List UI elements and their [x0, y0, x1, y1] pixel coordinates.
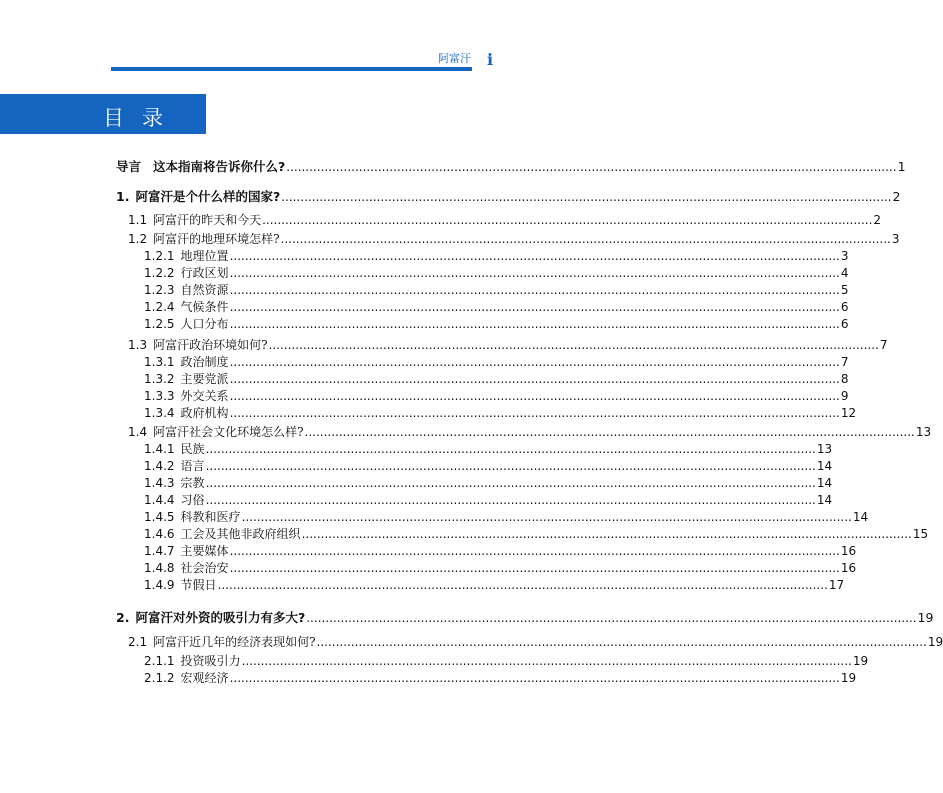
toc-entry-page: 14: [852, 510, 869, 524]
toc-entry-leader: ................................................................................................................................................................: [301, 527, 912, 541]
toc-entry-number: 1.3.1: [144, 355, 175, 369]
toc-entry-number: 1.3: [128, 338, 148, 352]
toc-entry[interactable]: [144, 509, 869, 526]
toc-entry-leader: ................................................................................................................................................................: [229, 283, 840, 297]
toc-entry-number: 1.2.1: [144, 249, 175, 263]
toc-entry-leader: ................................................................................................................................................................: [281, 190, 892, 204]
toc-entry-number: 1.4.3: [144, 476, 175, 490]
toc-entry-number: 1.2.2: [144, 266, 175, 280]
toc-entry[interactable]: [144, 492, 833, 509]
toc-entry[interactable]: [144, 371, 849, 388]
toc-heading: 目录: [103, 106, 181, 130]
toc-entry-leader: ................................................................................................................................................................: [205, 459, 816, 473]
toc-entry-page: 4: [840, 266, 849, 280]
toc-entry-label: 阿富汗是个什么样的国家?: [135, 189, 281, 204]
toc-entry-number: 1.: [116, 189, 130, 204]
toc-entry-leader: ................................................................................................................................................................: [229, 372, 840, 386]
toc-entry-page: 14: [816, 459, 833, 473]
toc-entry[interactable]: [144, 299, 849, 316]
toc-entry-leader: ................................................................................................................................................................: [229, 355, 840, 369]
toc-entry-page: 2: [892, 189, 901, 204]
toc-entry-label: 政府机构: [180, 406, 229, 420]
toc-entry[interactable]: [144, 670, 857, 687]
toc-entry-page: 7: [879, 338, 888, 352]
toc-entry-number: 1.4.4: [144, 493, 175, 507]
toc-entry-label: 社会治安: [180, 561, 229, 575]
toc-entry-label: 宏观经济: [180, 671, 229, 685]
toc-entry-number: 2.1.2: [144, 671, 175, 685]
toc-entry-number: 1.4.5: [144, 510, 175, 524]
toc-entry-page: 1: [897, 159, 906, 174]
toc-entry-page: 12: [840, 406, 857, 420]
toc-entry-number: 1.4.6: [144, 527, 175, 541]
toc-entry-page: 8: [840, 372, 849, 386]
toc-entry-leader: ................................................................................................................................................................: [229, 266, 840, 280]
toc-entry-page: 13: [915, 425, 932, 439]
toc-entry[interactable]: [128, 212, 882, 229]
toc-entry-label: 工会及其他非政府组织: [180, 527, 301, 541]
toc-entry[interactable]: [144, 560, 857, 577]
toc-entry-leader: ................................................................................................................................................................: [306, 611, 917, 625]
toc-entry[interactable]: [144, 577, 845, 594]
toc-entry-number: 2.: [116, 610, 130, 625]
toc-entry-label: 自然资源: [180, 283, 229, 297]
toc-entry-number: 1.3.2: [144, 372, 175, 386]
toc-entry-leader: ................................................................................................................................................................: [316, 635, 927, 649]
toc-entry-label: 习俗: [180, 493, 205, 507]
toc-entry-leader: ................................................................................................................................................................: [229, 389, 840, 403]
toc-entry-number: 导言: [116, 159, 142, 174]
toc-entry-number: 1.4: [128, 425, 148, 439]
toc-entry-number: 1.2.5: [144, 317, 175, 331]
toc-entry-leader: ................................................................................................................................................................: [229, 300, 840, 314]
toc-entry-leader: ................................................................................................................................................................: [241, 654, 852, 668]
toc-entry[interactable]: [144, 458, 833, 475]
toc-entry[interactable]: [116, 158, 906, 175]
toc-entry-page: 14: [816, 493, 833, 507]
toc-entry-page: 19: [927, 635, 943, 649]
toc-entry-leader: ................................................................................................................................................................: [205, 442, 816, 456]
toc-entry-number: 1.4.7: [144, 544, 175, 558]
toc-entry[interactable]: [144, 405, 857, 422]
toc-entry[interactable]: [144, 653, 869, 670]
toc-entry-label: 气候条件: [180, 300, 229, 314]
toc-entry-label: 阿富汗的地理环境怎样?: [153, 232, 280, 246]
toc-entry-label: 投资吸引力: [180, 654, 241, 668]
toc-entry[interactable]: [128, 634, 943, 651]
toc-entry[interactable]: [144, 388, 849, 405]
toc-entry-page: 17: [828, 578, 845, 592]
toc-entry-label: 阿富汗政治环境如何?: [153, 338, 268, 352]
toc-entry-number: 1.3.4: [144, 406, 175, 420]
toc-entry-label: 宗教: [180, 476, 205, 490]
toc-entry[interactable]: [116, 188, 901, 205]
toc-entry-page: 15: [912, 527, 929, 541]
toc-entry[interactable]: [128, 424, 932, 441]
toc-entry-page: 19: [917, 610, 934, 625]
toc-entry-number: 1.4.9: [144, 578, 175, 592]
toc-entry-leader: ................................................................................................................................................................: [241, 510, 852, 524]
toc-entry-page: 19: [840, 671, 857, 685]
toc-entry-label: 外交关系: [180, 389, 229, 403]
toc-entry-page: 7: [840, 355, 849, 369]
toc-entry-label: 主要媒体: [180, 544, 229, 558]
toc-entry[interactable]: [128, 231, 900, 248]
toc-entry[interactable]: [144, 475, 833, 492]
toc-entry[interactable]: [144, 248, 849, 265]
toc-entry-label: 阿富汗社会文化环境怎么样?: [153, 425, 304, 439]
toc-entry-page: 6: [840, 300, 849, 314]
toc-entry-leader: ................................................................................................................................................................: [286, 160, 897, 174]
toc-entry-label: 阿富汗对外资的吸引力有多大?: [135, 610, 306, 625]
toc-entry-number: 1.4.2: [144, 459, 175, 473]
toc-entry[interactable]: [144, 441, 833, 458]
toc-entry-number: 1.3.3: [144, 389, 175, 403]
toc-entry[interactable]: [144, 354, 849, 371]
toc-entry[interactable]: [144, 526, 929, 543]
toc-entry-leader: ................................................................................................................................................................: [217, 578, 828, 592]
toc-entry-leader: ................................................................................................................................................................: [229, 317, 840, 331]
toc-entry[interactable]: [144, 316, 849, 333]
toc-entry-label: 主要党派: [180, 372, 229, 386]
toc-entry-label: 节假日: [180, 578, 217, 592]
header-page-number: i: [487, 50, 494, 69]
toc-entry-label: 行政区划: [180, 266, 229, 280]
toc-entry-page: 2: [873, 213, 882, 227]
toc-entry-page: 5: [840, 283, 849, 297]
toc-entry-page: 3: [891, 232, 900, 246]
toc-entry-leader: ................................................................................................................................................................: [229, 249, 840, 263]
toc-entry-page: 16: [840, 544, 857, 558]
toc-entry-number: 1.2.4: [144, 300, 175, 314]
toc-entry-page: 6: [840, 317, 849, 331]
toc-entry[interactable]: [116, 609, 934, 626]
toc-entry-number: 1.4.1: [144, 442, 175, 456]
toc-entry-page: 9: [840, 389, 849, 403]
toc-entry-leader: ................................................................................................................................................................: [229, 544, 840, 558]
toc-entry[interactable]: [128, 337, 888, 354]
toc-entry-number: 1.4.8: [144, 561, 175, 575]
toc-entry-leader: ................................................................................................................................................................: [205, 493, 816, 507]
toc-entry-label: 科教和医疗: [180, 510, 241, 524]
toc-entry-label: 政治制度: [180, 355, 229, 369]
toc-entry-leader: ................................................................................................................................................................: [268, 338, 879, 352]
toc-entry-page: 13: [816, 442, 833, 456]
toc-entry-number: 1.1: [128, 213, 148, 227]
toc-entry-label: 语言: [180, 459, 205, 473]
toc-entry[interactable]: [144, 543, 857, 560]
toc-entry-number: 1.2: [128, 232, 148, 246]
toc-entry-number: 2.1.1: [144, 654, 175, 668]
toc-entry-leader: ................................................................................................................................................................: [229, 671, 840, 685]
toc-entry[interactable]: [144, 265, 849, 282]
toc-entry-page: 3: [840, 249, 849, 263]
toc-entry-label: 阿富汗的昨天和今天: [153, 213, 262, 227]
toc-entry-label: 民族: [180, 442, 205, 456]
toc-entry-label: 阿富汗近几年的经济表现如何?: [153, 635, 316, 649]
toc-entry-leader: ................................................................................................................................................................: [205, 476, 816, 490]
toc-entry-page: 16: [840, 561, 857, 575]
toc-entry-page: 14: [816, 476, 833, 490]
toc-entry-label: 人口分布: [180, 317, 229, 331]
toc-entry-label: 这本指南将告诉你什么?: [153, 159, 286, 174]
toc-entry-leader: ................................................................................................................................................................: [280, 232, 891, 246]
toc-entry-page: 19: [852, 654, 869, 668]
header-title: 阿富汗: [438, 52, 471, 65]
header-rule: [111, 67, 472, 71]
toc-entry-number: 2.1: [128, 635, 148, 649]
toc-entry[interactable]: [144, 282, 849, 299]
toc-entry-leader: ................................................................................................................................................................: [304, 425, 915, 439]
toc-entry-leader: ................................................................................................................................................................: [229, 561, 840, 575]
toc-entry-label: 地理位置: [180, 249, 229, 263]
toc-entry-number: 1.2.3: [144, 283, 175, 297]
toc-entry-leader: ................................................................................................................................................................: [262, 213, 873, 227]
toc-entry-leader: ................................................................................................................................................................: [229, 406, 840, 420]
